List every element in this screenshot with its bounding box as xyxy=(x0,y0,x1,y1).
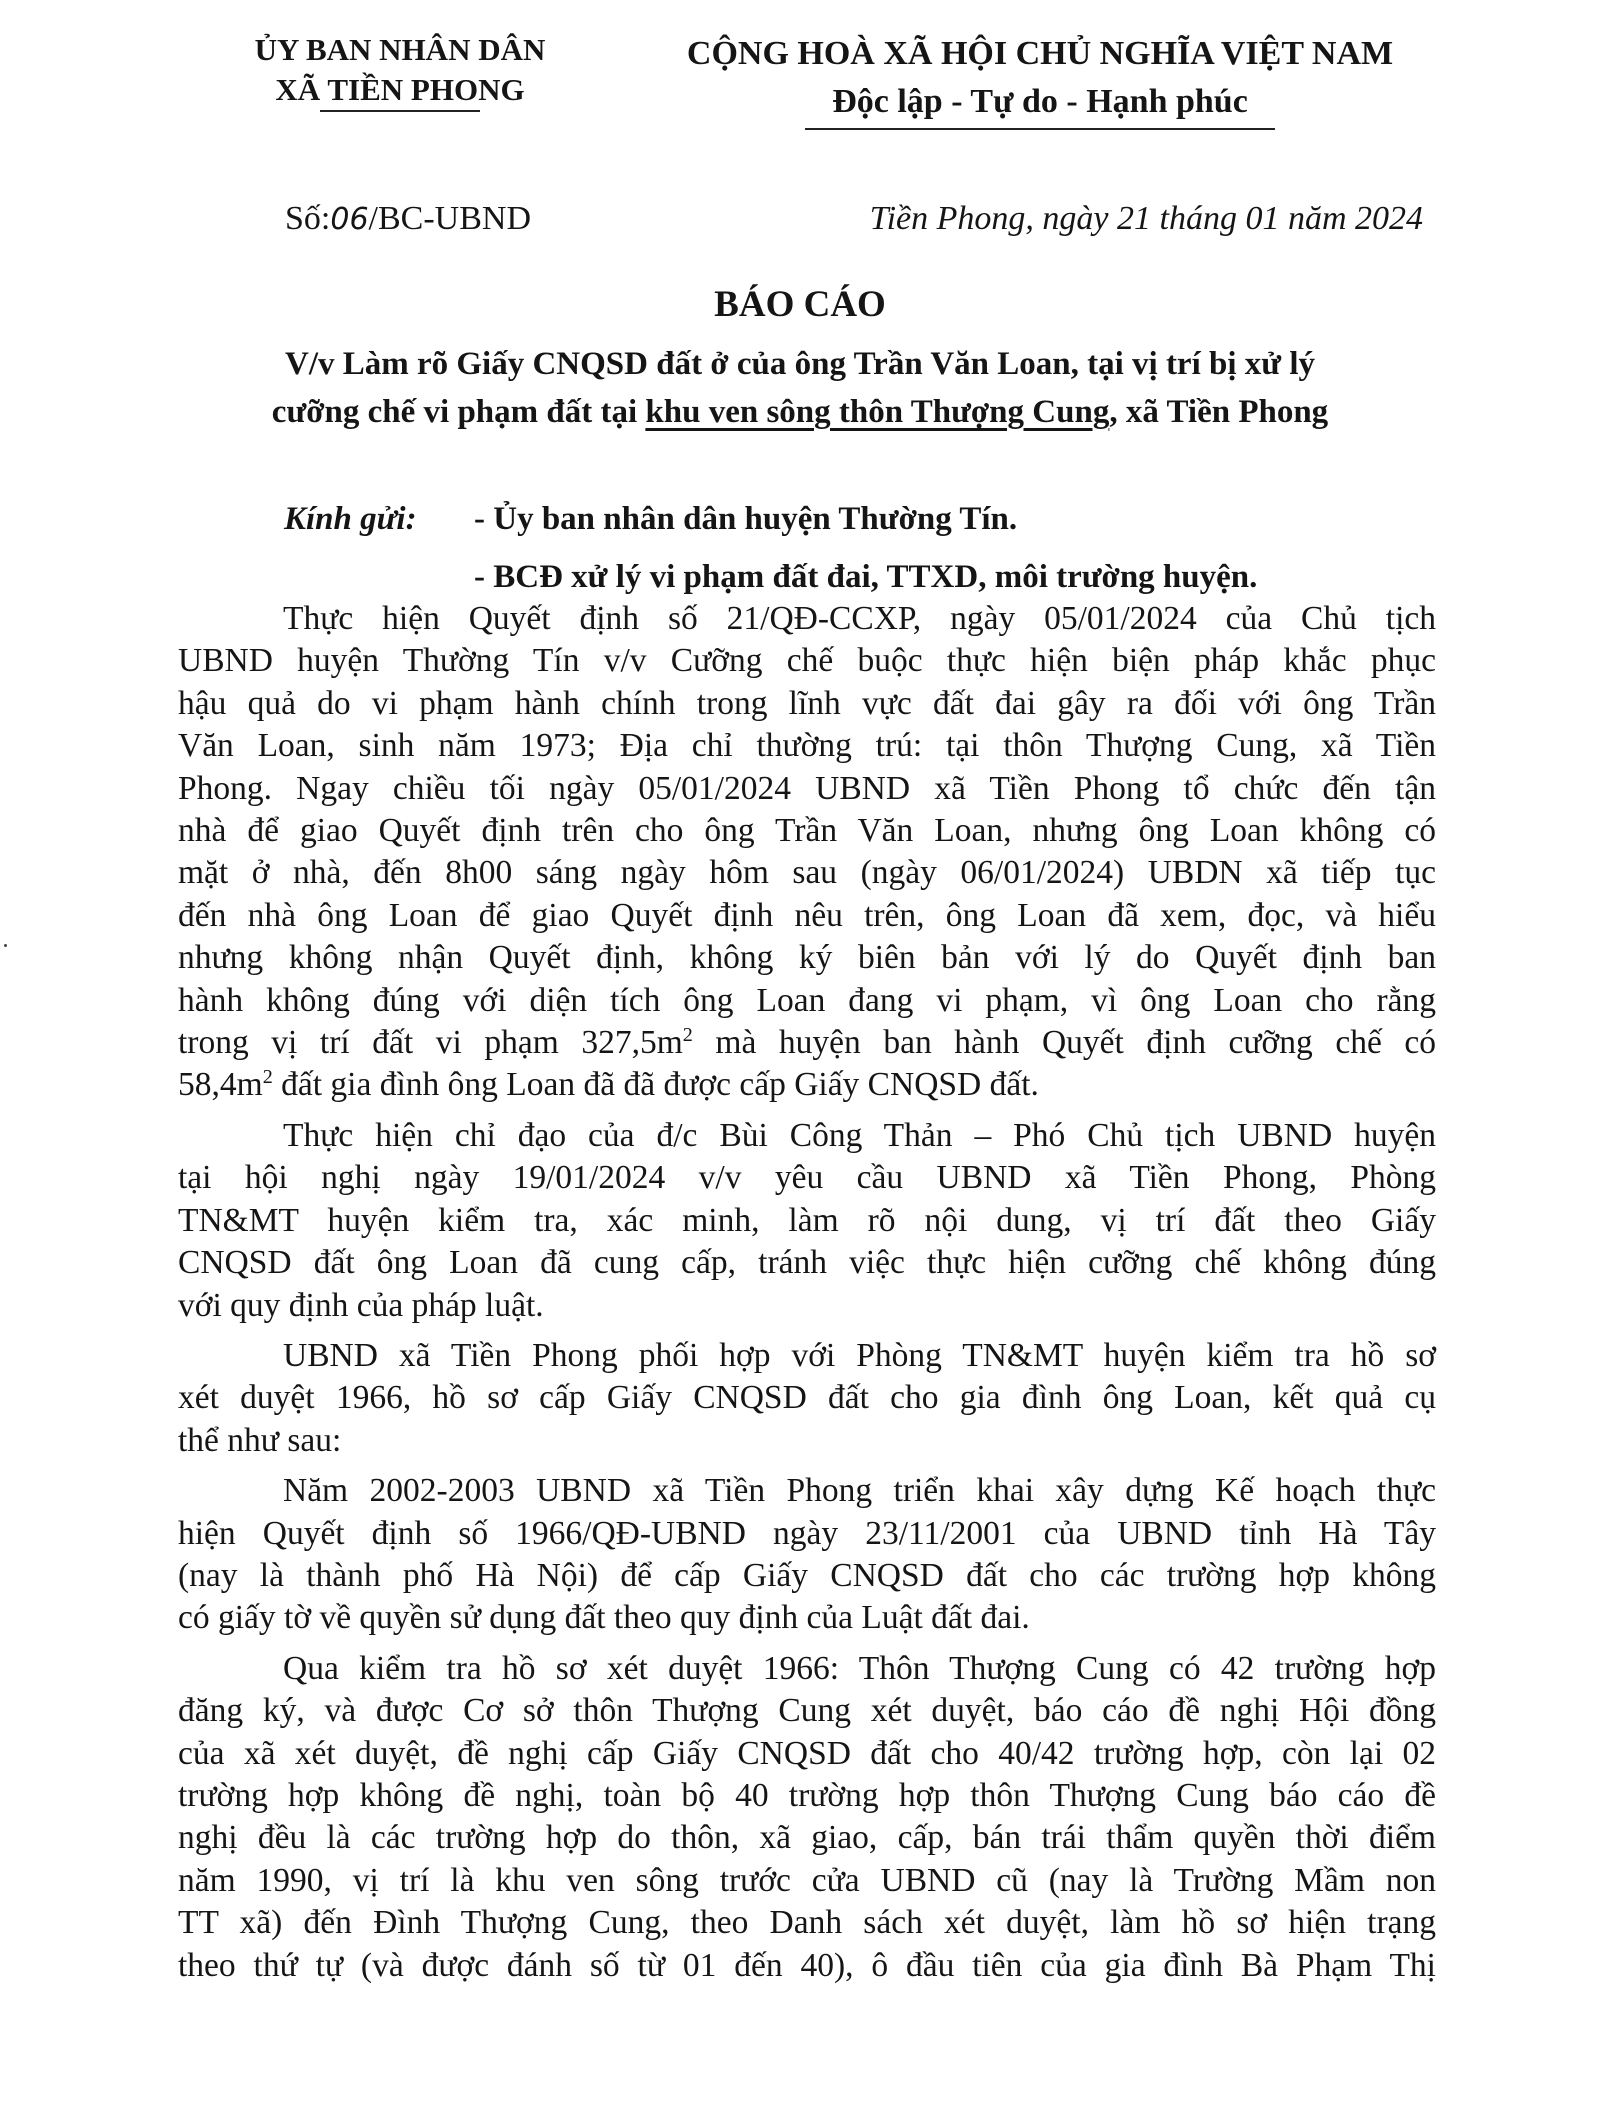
text-line: có giấy tờ về quyền sử dụng đất theo quy định của Luật đất đai. xyxy=(178,1599,1030,1637)
text-line: nhà để giao Quyết định trên cho ông Trần Văn Loan, nhưng ông Loan không có xyxy=(178,812,1436,850)
authority-line-1: ỦY BAN NHÂN DÂN xyxy=(254,32,546,67)
text-line: hành không đúng với diện tích ông Loan đang vi phạm, vì ông Loan cho rằng xyxy=(178,981,1436,1019)
text-line: UBND xã Tiền Phong phối hợp với Phòng TN&MT huyện kiểm tra hồ sơ xyxy=(283,1336,1436,1374)
text-line: TN&MT huyện kiểm tra, xác minh, làm rõ nội dung, vị trí đất theo Giấy xyxy=(178,1201,1436,1239)
authority-line-2: XÃ TIỀN PHONG xyxy=(275,72,525,107)
recipients-block xyxy=(284,490,1484,606)
text-line: đăng ký, và được Cơ sở thôn Thượng Cung xét duyệt, báo cáo đề nghị Hội đồng xyxy=(178,1692,1436,1730)
issuing-authority xyxy=(200,30,600,112)
subject-part-2: , xã Tiền Phong xyxy=(1109,394,1329,430)
subject-line-1: V/v Làm rõ Giấy CNQSD đất ở của ông Trần Văn Loan, tại vị trí bị xử lý xyxy=(284,346,1315,382)
text-line: (nay là thành phố Hà Nội) để cấp Giấy CNQSD đất cho các trường hợp không xyxy=(178,1556,1436,1594)
text-line: theo thứ tự (và được đánh số từ 01 đến 40), ô đầu tiên của gia đình Bà Phạm Thị xyxy=(178,1946,1436,1984)
handwritten-number: 06 xyxy=(330,202,369,237)
national-motto: Độc lập - Tự do - Hạnh phúc xyxy=(832,83,1248,120)
report-body xyxy=(178,598,1436,1987)
authority-underline xyxy=(320,110,480,112)
text-line: TT xã) đến Đình Thượng Cung, theo Danh sách xét duyệt, làm hồ sơ hiện trạng xyxy=(178,1904,1436,1942)
text-line: CNQSD đất ông Loan đã cung cấp, tránh việc thực hiện cưỡng chế không đúng xyxy=(178,1244,1436,1282)
paragraph-4 xyxy=(178,1470,1436,1640)
report-subject xyxy=(150,340,1450,436)
text-line: của xã xét duyệt, đề nghị cấp Giấy CNQSD đất cho 40/42 trường hợp, còn lại 02 xyxy=(178,1734,1436,1772)
paragraph-1 xyxy=(178,598,1436,1107)
text-line: Năm 2002-2003 UBND xã Tiền Phong triển khai xây dựng Kế hoạch thực xyxy=(283,1472,1436,1510)
text-line: nhưng không nhận Quyết định, không ký biên bản với lý do Quyết định ban xyxy=(178,939,1436,977)
text-line: Văn Loan, sinh năm 1973; Địa chỉ thường trú: tại thôn Thượng Cung, xã Tiền xyxy=(178,727,1436,765)
text-line: hậu quả do vi phạm hành chính trong lĩnh vực đất đai gây ra đối với ông Trần xyxy=(178,684,1436,722)
place-date: Tiền Phong, ngày 21 tháng 01 năm 2024 xyxy=(869,200,1423,237)
number-suffix: /BC-UBND xyxy=(368,200,532,237)
area-text: 58,4m xyxy=(178,1066,263,1104)
text-line: Phong. Ngay chiều tối ngày 05/01/2024 UBND xã Tiền Phong tổ chức đến tận xyxy=(178,769,1436,807)
text-line: trường hợp không đề nghị, toàn bộ 40 trường hợp thôn Thượng Cung báo cáo đề xyxy=(178,1776,1436,1814)
superscript: 2 xyxy=(262,1066,273,1089)
superscript: 2 xyxy=(682,1023,693,1046)
text-line: hiện Quyết định số 1966/QĐ-UBND ngày 23/11/2001 của UBND tỉnh Hà Tây xyxy=(178,1514,1436,1552)
paragraph-3 xyxy=(178,1335,1436,1462)
motto-underline xyxy=(805,128,1275,130)
area-text-rest: đất gia đình ông Loan đã đã được cấp Giấy CNQSD đất. xyxy=(272,1066,1039,1104)
paragraph-2 xyxy=(178,1115,1436,1327)
text-line-area xyxy=(178,1064,1436,1106)
report-title: BÁO CÁO xyxy=(714,284,886,325)
text-line: thể như sau: xyxy=(178,1421,342,1459)
subject-part-1: cưỡng chế vi phạm đất tại xyxy=(271,394,646,430)
scan-speck xyxy=(4,944,7,947)
paragraph-5 xyxy=(178,1648,1436,1987)
text-line: UBND huyện Thường Tín v/v Cưỡng chế buộc thực hiện biện pháp khắc phục xyxy=(178,642,1436,680)
document-number xyxy=(285,200,531,238)
number-prefix: Số: xyxy=(285,200,331,237)
national-heading xyxy=(630,30,1450,130)
text-line: nghị đều là các trường hợp do thôn, xã giao, cấp, bán trái thẩm quyền thời điểm xyxy=(178,1819,1436,1857)
recipients-label: Kính gửi: xyxy=(284,501,417,537)
text-line: mặt ở nhà, đến 8h00 sáng ngày hôm sau (ngày 06/01/2024) UBDN xã tiếp tục xyxy=(178,854,1436,892)
area-text-rest: mà huyện ban hành Quyết định cưỡng chế có xyxy=(692,1024,1437,1062)
subject-line-2 xyxy=(150,388,1450,436)
text-line: đến nhà ông Loan để giao Quyết định nêu trên, ông Loan đã xem, đọc, và hiểu xyxy=(178,896,1436,934)
subject-underlined-location: khu ven sông thôn Thượng Cung xyxy=(645,394,1110,430)
recipient-item: - Ủy ban nhân dân huyện Thường Tín. xyxy=(474,501,1018,537)
text-line-area xyxy=(178,1022,1436,1064)
text-line: với quy định của pháp luật. xyxy=(178,1286,544,1324)
nation-name: CỘNG HOÀ XÃ HỘI CHỦ NGHĨA VIỆT NAM xyxy=(686,35,1394,72)
recipient-item: - BCĐ xử lý vi phạm đất đai, TTXD, môi trường huyện. xyxy=(474,559,1258,595)
text-line: xét duyệt 1966, hồ sơ cấp Giấy CNQSD đất cho gia đình ông Loan, kết quả cụ xyxy=(178,1379,1436,1417)
text-line: năm 1990, vị trí là khu ven sông trước cửa UBND cũ (nay là Trường Mầm non xyxy=(178,1861,1436,1899)
text-line: Thực hiện Quyết định số 21/QĐ-CCXP, ngày 05/01/2024 của Chủ tịch xyxy=(283,600,1436,637)
text-line: Qua kiểm tra hồ sơ xét duyệt 1966: Thôn Thượng Cung có 42 trường hợp xyxy=(283,1649,1436,1687)
text-line: tại hội nghị ngày 19/01/2024 v/v yêu cầu UBND xã Tiền Phong, Phòng xyxy=(178,1159,1436,1197)
area-text: trong vị trí đất vi phạm 327,5m xyxy=(178,1024,683,1062)
text-line: Thực hiện chỉ đạo của đ/c Bùi Công Thản – Phó Chủ tịch UBND huyện xyxy=(283,1116,1436,1154)
